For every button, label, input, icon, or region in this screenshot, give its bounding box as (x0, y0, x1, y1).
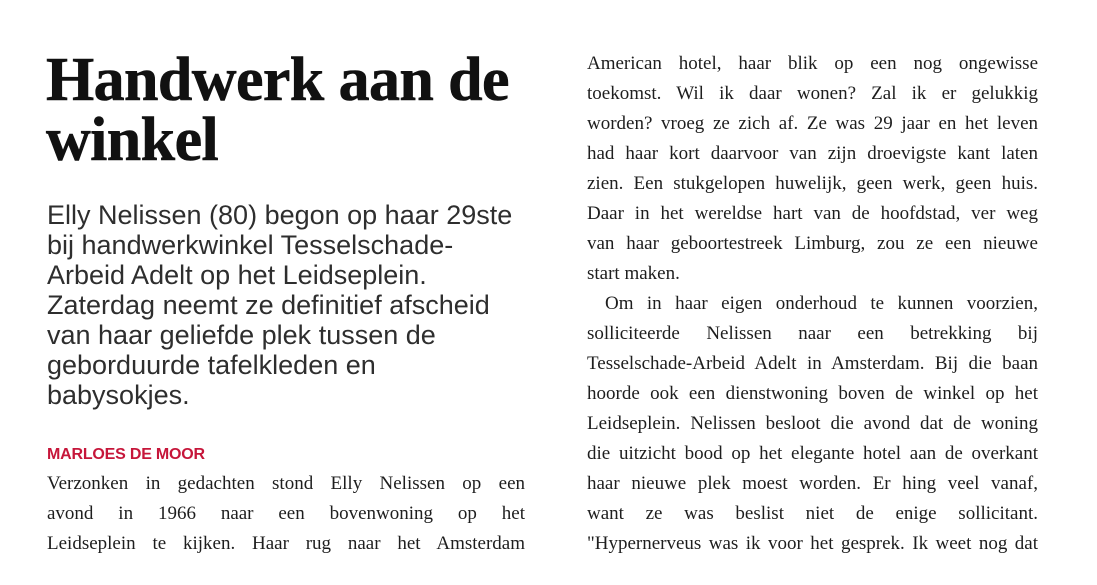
body-line: American hotel, haar blik op een nog ongewisse (587, 53, 1038, 74)
body-line: haar nieuwe plek moest worden. Er hing veel vanaf, (587, 473, 1038, 494)
body-line: start maken. (587, 263, 680, 284)
lede-line: babysokjes. (47, 380, 190, 410)
body-line: die uitzicht bood op het elegante hotel aan de overkant (587, 443, 1038, 464)
body-line: Om in haar eigen onderhoud te kunnen voorzien, (605, 293, 1038, 314)
body-line: Leidseplein te kijken. Haar rug naar het Amsterdam (47, 533, 525, 554)
lede-line: Elly Nelissen (80) begon op haar 29ste (47, 200, 513, 230)
article-headline (46, 46, 556, 174)
headline-line: Handwerk aan de (46, 46, 509, 114)
lede-line: Arbeid Adelt op het Leidseplein. (47, 260, 427, 290)
body-line: toekomst. Wil ik daar wonen? Zal ik er gelukkig (587, 83, 1038, 104)
lede-line: geborduurde tafelkleden en (47, 350, 376, 380)
lede-line: Zaterdag neemt ze definitief afscheid (47, 290, 490, 320)
body-line: had haar kort daarvoor van zijn droevigste kant laten (587, 143, 1038, 164)
body-line: want ze was beslist niet de enige sollicitant. (587, 503, 1038, 524)
author-byline: MARLOES DE MOOR (47, 446, 205, 463)
body-line: Leidseplein. Nelissen besloot die avond dat de woning (587, 413, 1038, 434)
body-line: avond in 1966 naar een bovenwoning op het (47, 503, 525, 524)
body-line: worden? vroeg ze zich af. Ze was 29 jaar en het leven (587, 113, 1038, 134)
headline-line: winkel (46, 106, 219, 174)
body-column-right (587, 49, 1038, 559)
body-line: solliciteerde Nelissen naar een betrekking bij (587, 323, 1038, 344)
lede-line: van haar geliefde plek tussen de (47, 320, 436, 350)
lede-line: bij handwerkwinkel Tesselschade- (47, 230, 454, 260)
article-lede (47, 200, 557, 410)
body-column-left (47, 469, 525, 559)
body-line: Tesselschade-Arbeid Adelt in Amsterdam. Bij die baan (587, 353, 1038, 374)
body-line: van haar geboortestreek Limburg, zou ze een nieuwe (587, 233, 1038, 254)
body-line: "Hypernerveus was ik voor het gesprek. Ik weet nog dat (587, 533, 1038, 554)
body-line: zien. Een stukgelopen huwelijk, geen werk, geen huis. (587, 173, 1038, 194)
body-line: hoorde ook een dienstwoning boven de winkel op het (587, 383, 1038, 404)
body-line: Daar in het wereldse hart van de hoofdstad, ver weg (587, 203, 1038, 224)
body-line: Verzonken in gedachten stond Elly Nelissen op een (47, 473, 525, 494)
